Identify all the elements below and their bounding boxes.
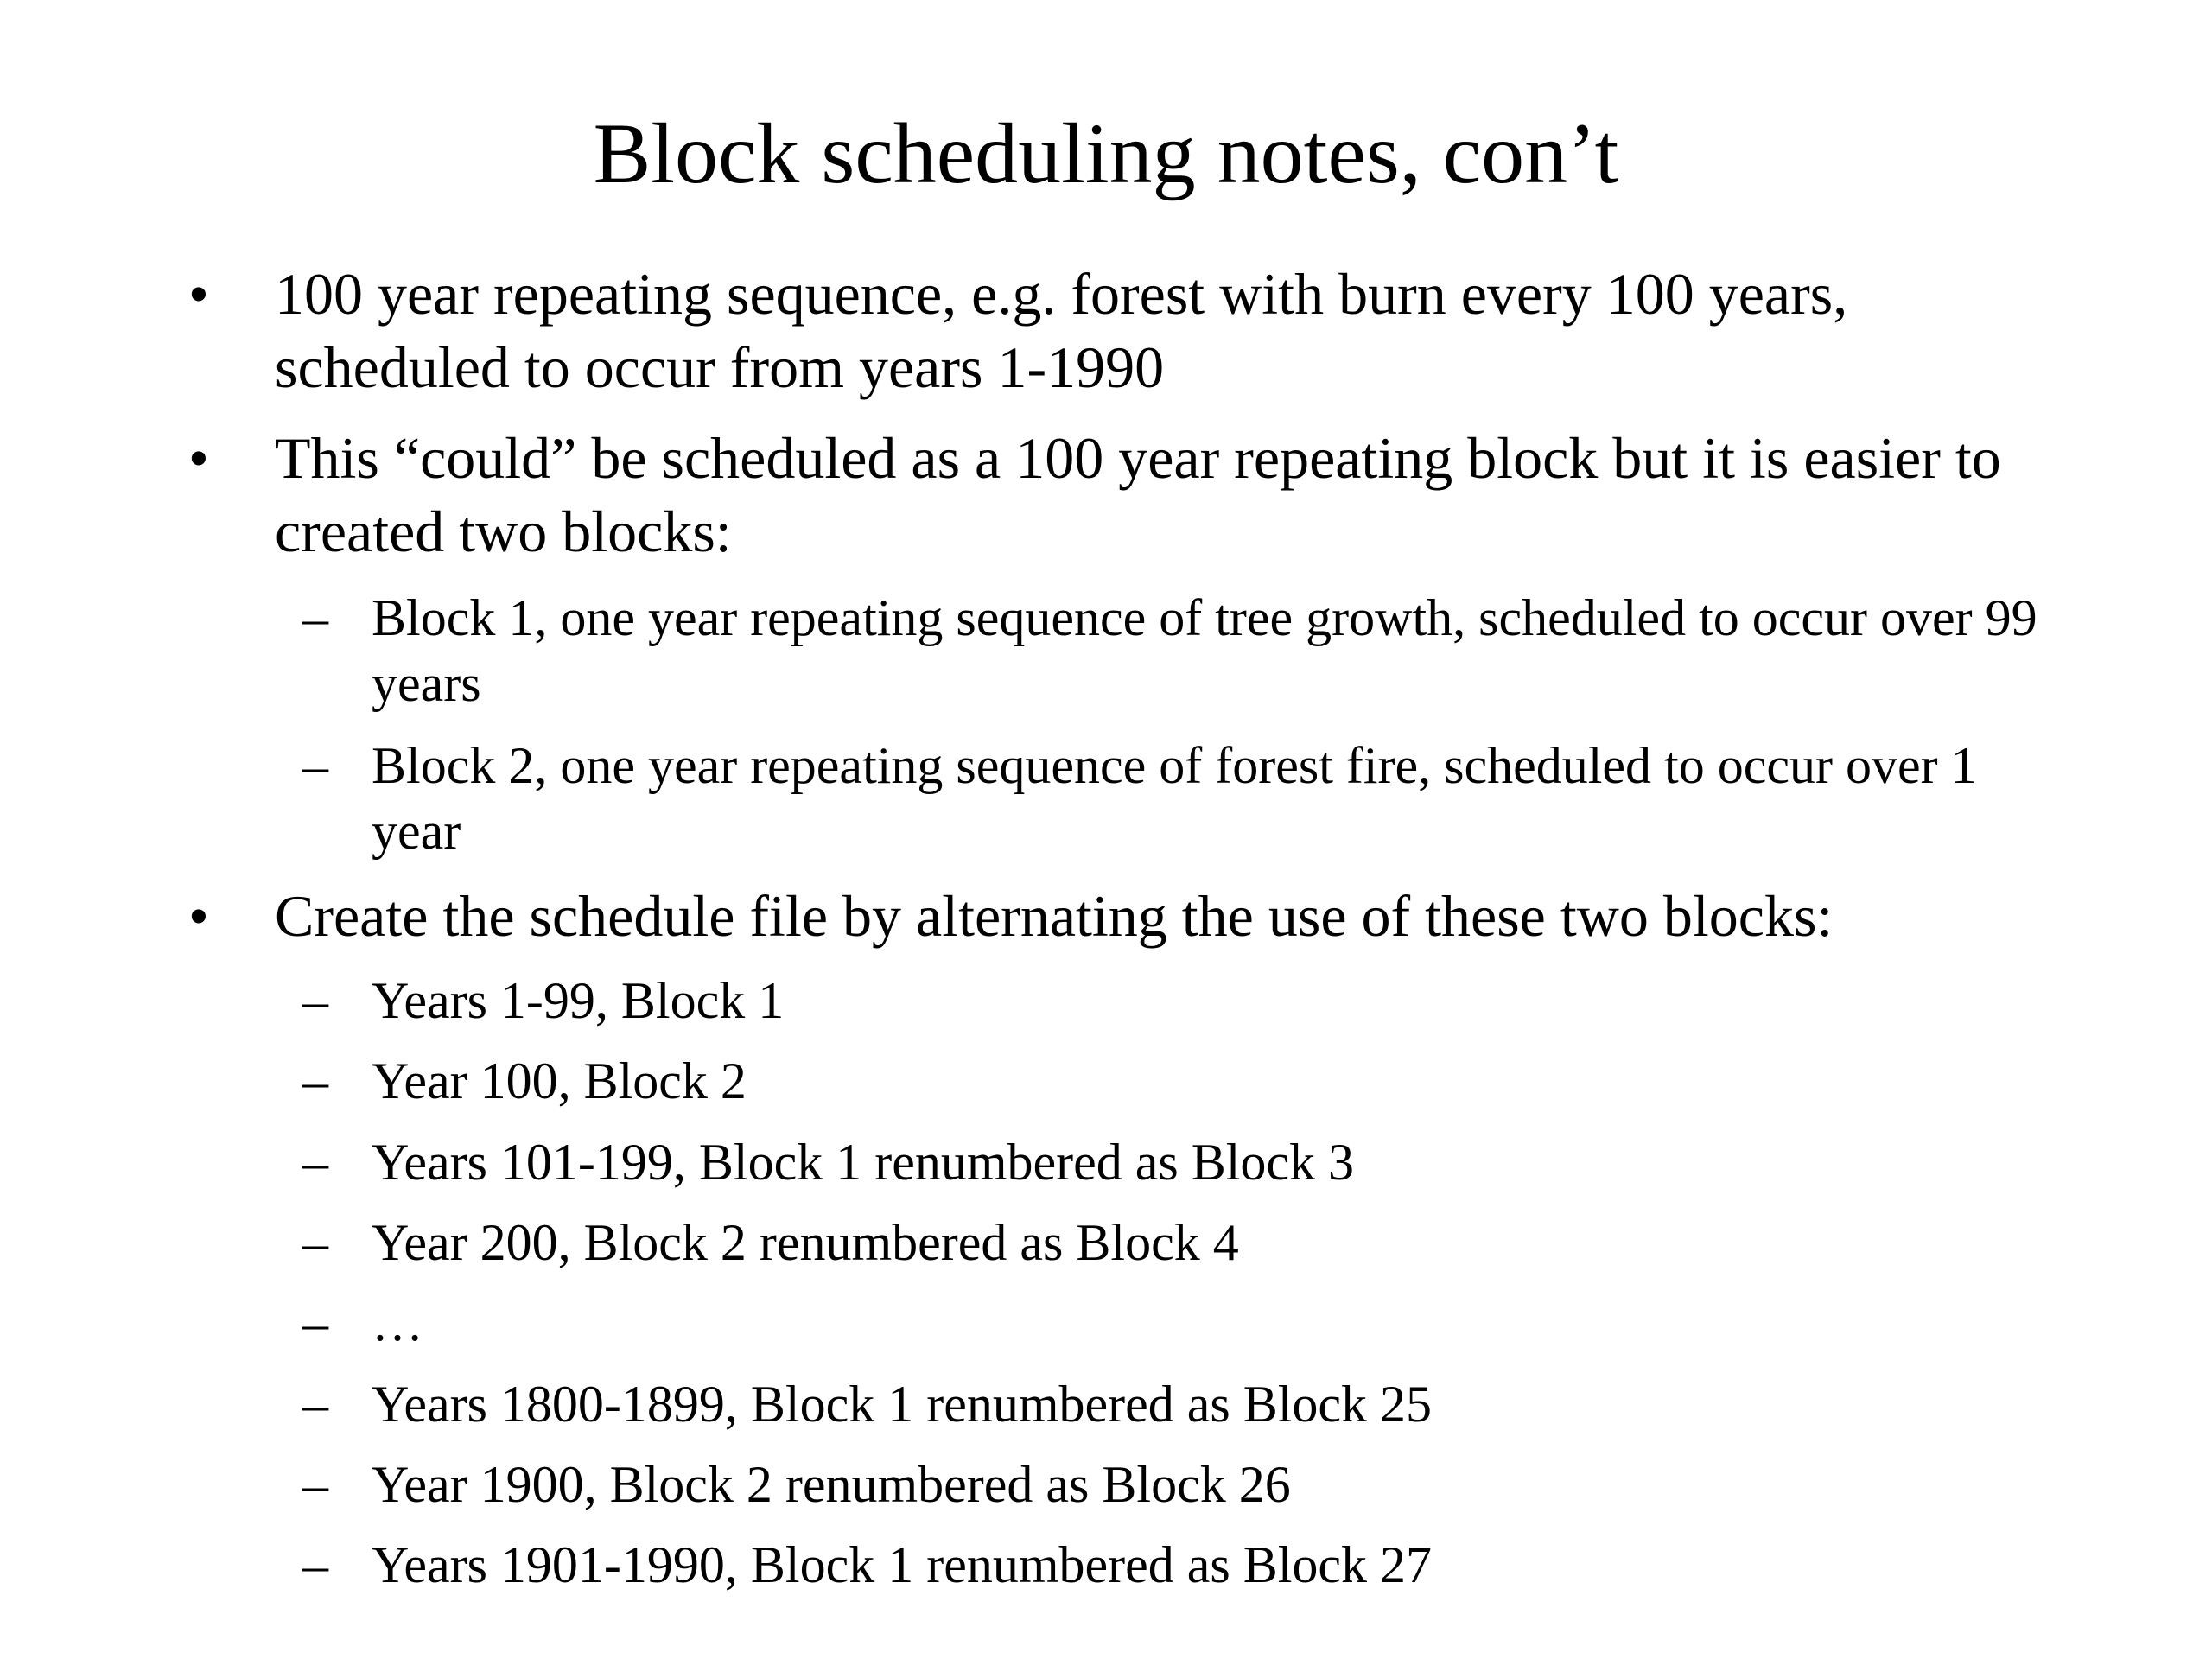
- sub-bullet-text: …: [372, 1294, 423, 1351]
- slide-title: Block scheduling notes, con’t: [593, 105, 1619, 201]
- sub-bullet-marker: –: [302, 1052, 328, 1109]
- bullet-marker: •: [188, 425, 209, 491]
- bullet-text: Create the schedule file by alternating the use of these two blocks:: [275, 883, 1834, 949]
- sub-bullet-text: Block 2, one year repeating sequence of forest fire, scheduled to occur over 1 year: [372, 737, 1977, 860]
- sub-bullet-text: Year 200, Block 2 renumbered as Block 4: [372, 1214, 1239, 1271]
- bullet-marker: •: [188, 261, 209, 327]
- sub-bullet-marker: –: [302, 1214, 328, 1271]
- bullet-text: 100 year repeating sequence, e.g. forest with burn every 100 years, scheduled to occur from years 1-1990: [275, 261, 1848, 400]
- sub-bullet-text: Years 1-99, Block 1: [372, 972, 785, 1029]
- sub-bullet-marker: –: [302, 1134, 328, 1191]
- bullet-text: This “could” be scheduled as a 100 year repeating block but it is easier to created two blocks:: [275, 425, 2001, 564]
- sub-bullet-marker: –: [302, 1456, 328, 1513]
- sub-bullet-text: Year 100, Block 2: [372, 1052, 747, 1109]
- sub-bullet-marker: –: [302, 737, 328, 794]
- sub-bullet-marker: –: [302, 1536, 328, 1593]
- sub-bullet-text: Years 101-199, Block 1 renumbered as Block 3: [372, 1134, 1355, 1191]
- sub-bullet-text: Years 1901-1990, Block 1 renumbered as Block 27: [372, 1536, 1433, 1593]
- sub-bullet-text: Year 1900, Block 2 renumbered as Block 26: [372, 1456, 1291, 1513]
- sub-bullet-text: Block 1, one year repeating sequence of tree growth, scheduled to occur over 99 years: [372, 589, 2037, 712]
- sub-bullet-text: Years 1800-1899, Block 1 renumbered as Block 25: [372, 1376, 1433, 1433]
- sub-bullet-marker: –: [302, 1376, 328, 1433]
- sub-bullet-marker: –: [302, 972, 328, 1029]
- bullet-marker: •: [188, 883, 209, 949]
- sub-bullet-marker: –: [302, 1294, 328, 1351]
- sub-bullet-marker: –: [302, 589, 328, 646]
